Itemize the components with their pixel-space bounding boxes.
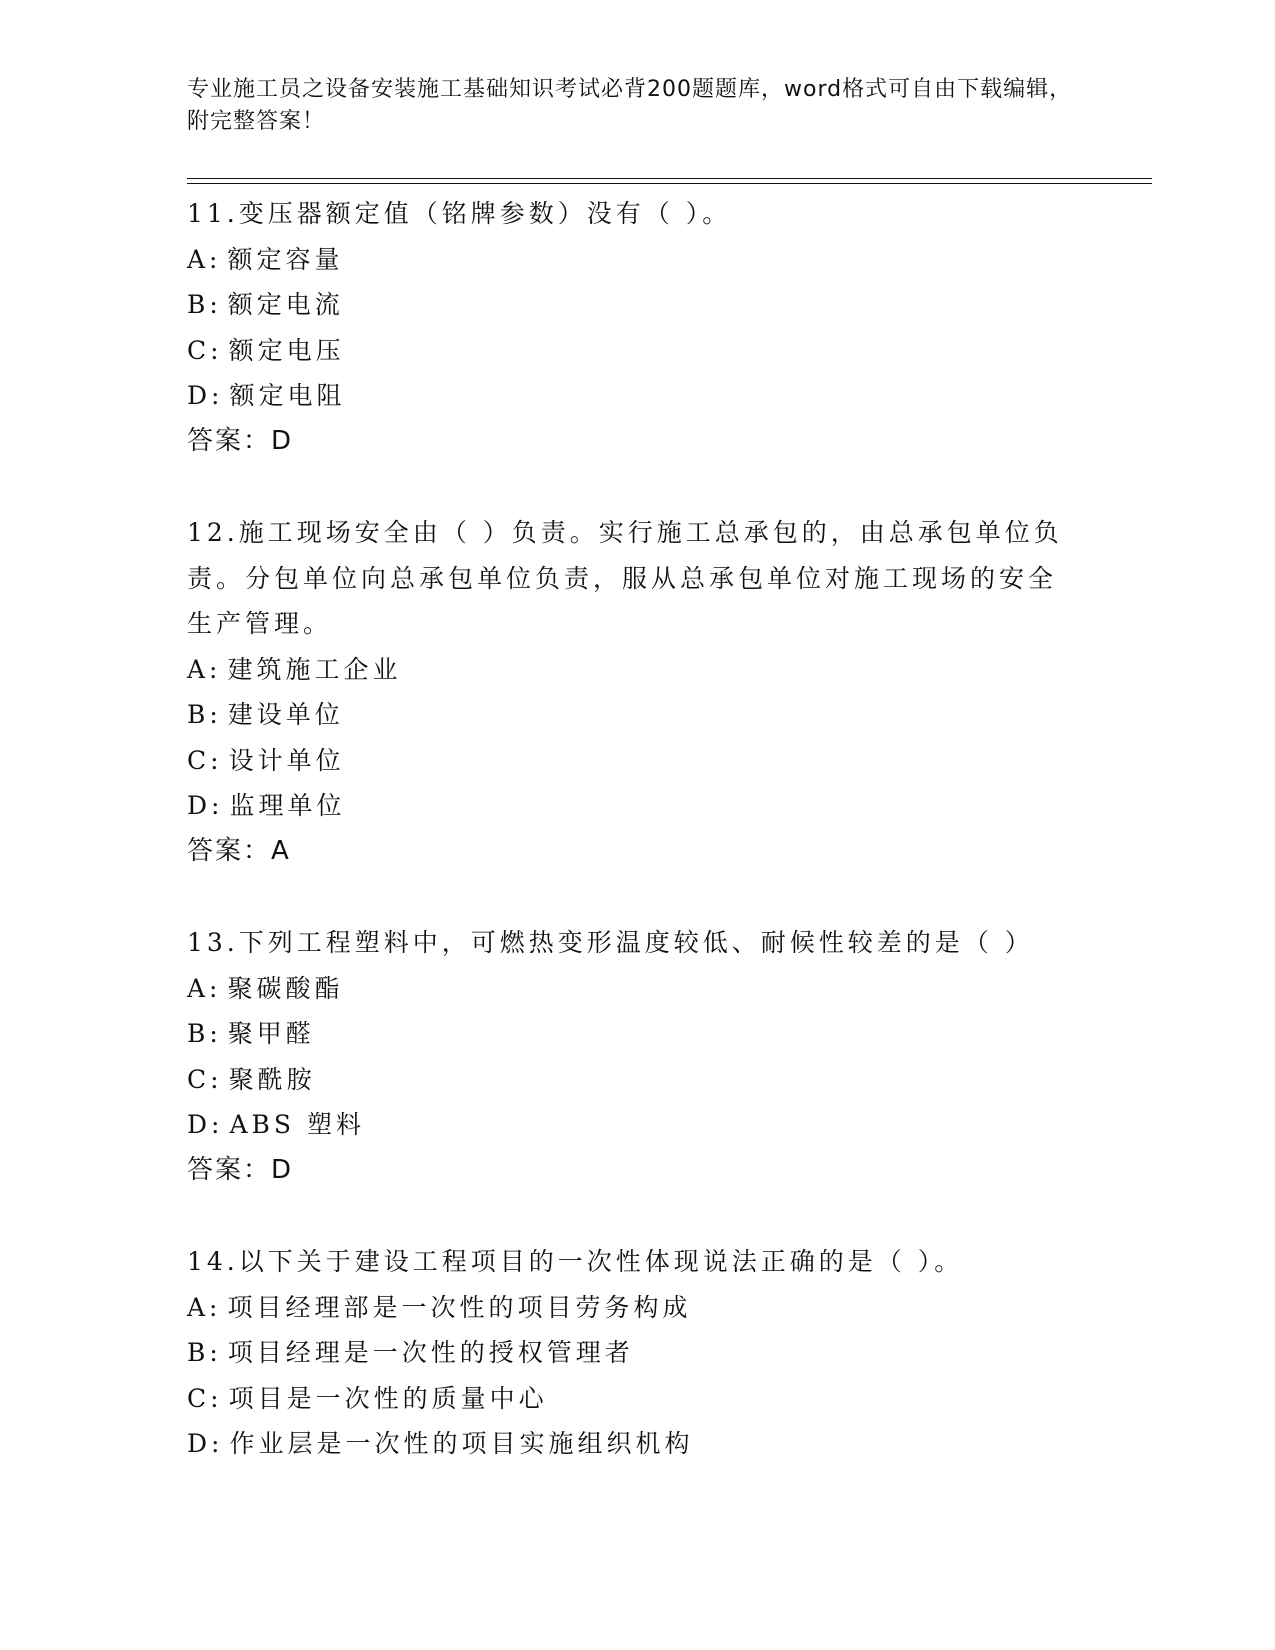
option-text: 聚酰胺 xyxy=(228,1064,316,1094)
option-label: C: xyxy=(187,1383,223,1413)
option-text: 额定容量 xyxy=(227,244,344,274)
question-number: 13. xyxy=(187,928,239,957)
option-a xyxy=(187,966,1067,1012)
document-header: 专业施工员之设备安装施工基础知识考试必背200题题库，word格式可自由下载编辑，附完整答案！ xyxy=(187,77,1073,134)
option-label: D: xyxy=(187,381,224,410)
question-text: 施工现场安全由（ ）负责。实行施工总承包的，由总承包单位负责。分包单位向总承包单位负责，服从总承包单位对施工现场的安全生产管理。 xyxy=(187,518,1063,638)
option-text: 额定电流 xyxy=(227,290,344,319)
option-label: C: xyxy=(187,745,223,775)
option-text: ABS 塑料 xyxy=(229,1110,365,1139)
question-number: 14. xyxy=(187,1247,239,1276)
option-text: 项目经理是一次性的授权管理者 xyxy=(227,1338,634,1367)
option-label: A: xyxy=(187,244,222,274)
question-number: 12. xyxy=(187,518,239,547)
option-text: 建设单位 xyxy=(227,700,344,729)
question-item xyxy=(187,191,1067,464)
question-text: 变压器额定值（铭牌参数）没有（ ）。 xyxy=(238,199,732,228)
option-d xyxy=(187,373,1067,419)
option-label: A: xyxy=(187,1292,222,1322)
option-d xyxy=(187,783,1067,829)
option-text: 额定电阻 xyxy=(229,381,346,410)
answer-line: 答案：A xyxy=(187,835,291,866)
option-b xyxy=(187,1330,1067,1376)
answer-line: 答案：D xyxy=(187,1154,294,1185)
question-number: 11. xyxy=(187,199,239,228)
option-d xyxy=(187,1102,1067,1148)
question-stem xyxy=(187,1239,1067,1285)
option-c xyxy=(187,738,1067,784)
header-divider-bottom xyxy=(187,183,1152,184)
header-divider-top xyxy=(187,178,1152,179)
option-text: 监理单位 xyxy=(229,791,346,820)
option-b xyxy=(187,1011,1067,1057)
question-text: 以下关于建设工程项目的一次性体现说法正确的是（ ）。 xyxy=(238,1247,964,1276)
option-label: B: xyxy=(187,290,222,319)
option-label: D: xyxy=(187,1110,224,1139)
question-text: 下列工程塑料中，可燃热变形温度较低、耐候性较差的是（ ） xyxy=(238,928,1034,957)
option-b xyxy=(187,692,1067,738)
option-text: 聚甲醛 xyxy=(227,1019,315,1048)
question-item xyxy=(187,920,1067,1193)
option-c xyxy=(187,1057,1067,1103)
question-stem xyxy=(187,920,1067,966)
option-a xyxy=(187,647,1067,693)
option-text: 设计单位 xyxy=(228,745,345,775)
option-label: C: xyxy=(187,335,223,365)
option-label: A: xyxy=(187,973,222,1003)
option-label: B: xyxy=(187,700,222,729)
question-stem xyxy=(187,191,1067,237)
question-list xyxy=(187,191,1067,1513)
option-text: 聚碳酸酯 xyxy=(227,973,344,1003)
option-a xyxy=(187,237,1067,283)
option-text: 额定电压 xyxy=(228,335,345,365)
option-text: 项目经理部是一次性的项目劳务构成 xyxy=(227,1292,692,1322)
question-item xyxy=(187,510,1067,874)
option-label: C: xyxy=(187,1064,223,1094)
option-label: B: xyxy=(187,1019,222,1048)
option-c xyxy=(187,1376,1067,1422)
option-label: A: xyxy=(187,654,222,684)
option-label: D: xyxy=(187,1429,224,1458)
question-item xyxy=(187,1239,1067,1467)
option-text: 项目是一次性的质量中心 xyxy=(228,1383,548,1413)
answer-line: 答案：D xyxy=(187,425,294,456)
option-d xyxy=(187,1421,1067,1467)
option-a xyxy=(187,1285,1067,1331)
option-c xyxy=(187,328,1067,374)
question-stem xyxy=(187,510,1067,647)
option-label: D: xyxy=(187,791,224,820)
option-text: 作业层是一次性的项目实施组织机构 xyxy=(229,1429,694,1458)
option-b xyxy=(187,282,1067,328)
option-label: B: xyxy=(187,1338,222,1367)
option-text: 建筑施工企业 xyxy=(227,654,402,684)
